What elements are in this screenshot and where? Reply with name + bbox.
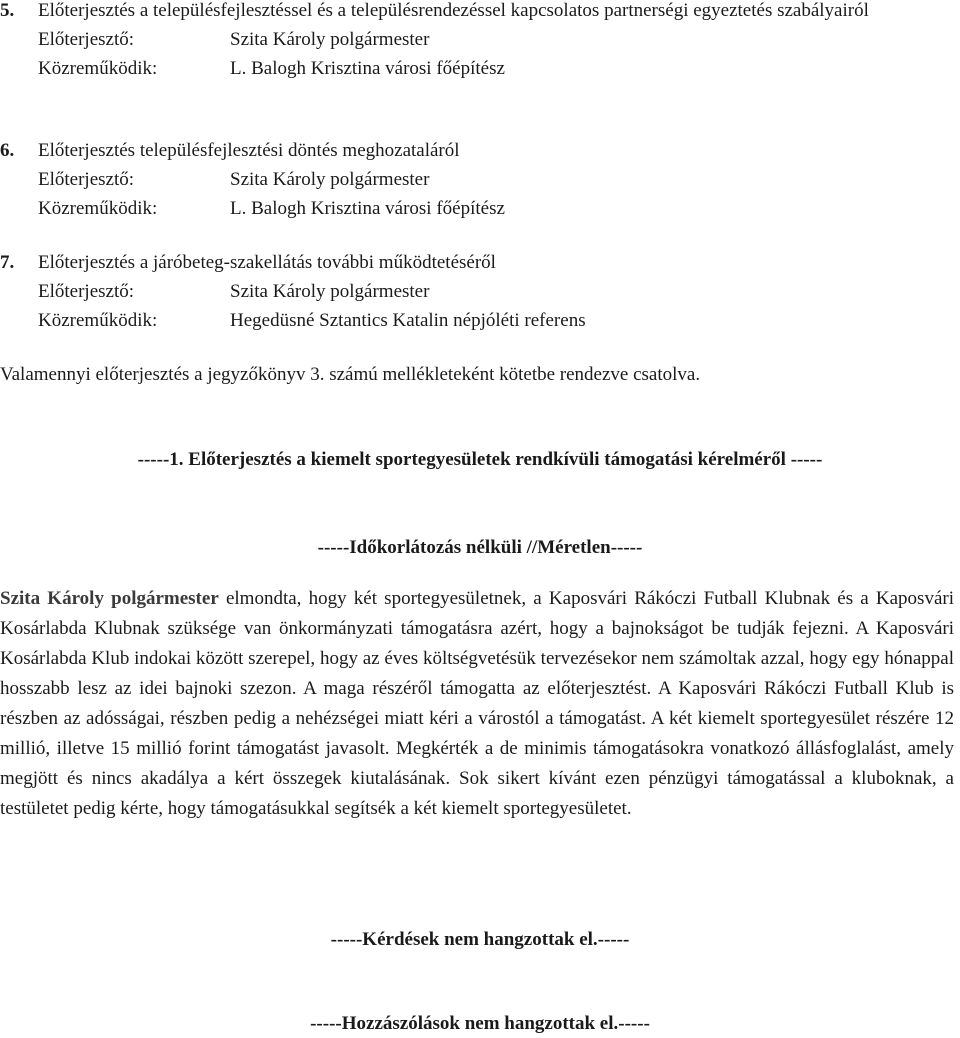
item-number: 5. <box>0 0 15 21</box>
agenda-item-heading <box>0 136 960 165</box>
minutes-paragraph <box>0 584 954 824</box>
presenter-value: Szita Károly polgármester <box>230 169 430 190</box>
contributor-row <box>0 194 960 223</box>
agenda-heading: -----1. Előterjesztés a kiemelt sportegyesületek rendkívüli támogatási kérelméről ----- <box>137 449 823 470</box>
presenter-row <box>0 165 960 194</box>
presenter-label: Előterjesztő: <box>38 29 135 50</box>
contributor-value: L. Balogh Krisztina városi főépítész <box>230 58 505 79</box>
agenda-item-7 <box>0 248 960 335</box>
questions-heading: -----Kérdések nem hangzottak el.----- <box>330 929 630 950</box>
agenda-item-5 <box>0 0 960 83</box>
time-limit-heading: -----Időkorlátozás nélküli //Méretlen----- <box>317 537 643 558</box>
contributor-row <box>0 54 960 83</box>
item-title: Előterjesztés településfejlesztési döntés meghozataláról <box>38 140 460 161</box>
presenter-label: Előterjesztő: <box>38 281 135 302</box>
attachment-note: Valamennyi előterjesztés a jegyzőkönyv 3. számú mellékleteként kötetbe rendezve csatolva. <box>0 364 701 385</box>
contributor-label: Közreműködik: <box>38 198 158 219</box>
contributor-label: Közreműködik: <box>38 58 158 79</box>
contributor-value: Hegedüsné Sztantics Katalin népjóléti referens <box>230 310 586 331</box>
presenter-label: Előterjesztő: <box>38 169 135 190</box>
item-number: 6. <box>0 140 15 161</box>
item-title: Előterjesztés a járóbeteg-szakellátás további működtetéséről <box>38 252 496 273</box>
presenter-value: Szita Károly polgármester <box>230 281 430 302</box>
presenter-row <box>0 277 960 306</box>
agenda-item-heading <box>0 248 960 277</box>
contributor-row <box>0 306 960 335</box>
comments-heading: -----Hozzászólások nem hangzottak el.----- <box>310 1013 650 1034</box>
contributor-value: L. Balogh Krisztina városi főépítész <box>230 198 505 219</box>
speech-text: elmondta, hogy két sportegyesületnek, a Kaposvári Rákóczi Futball Klubnak és a Kaposvári Kosárlabda Klubnak szüksége van önkormányzati támogatásra azért, hogy a bajnokságot be tudják fejezni. A Kaposvári Kosárlabda Klub indokai között szerepel, hogy az éves költségvetésük tervezésekor nem számoltak azzal, hogy egy hónappal hosszabb lesz az idei bajnoki szezon. A maga részéről támogatta az előterjesztést. A Kaposvári Rákóczi Futball Klub is részben az adósságai, részben pedig a nehézségei miatt kéri a várostól a támogatást. A két kiemelt sportegyesület részére 12 millió, illetve 15 millió forint támogatást javasolt. Megkérték a de minimis támogatásokra vonatkozó állásfoglalást, amely megjött és nincs akadálya a kért összegek kiutalásának. Sok sikert kívánt ezen pénzügyi támogatással a kluboknak, a testületet pedig kérte, hogy támogatásukkal segítsék a két kiemelt sportegyesületet. <box>0 588 954 819</box>
item-number: 7. <box>0 252 15 273</box>
presenter-value: Szita Károly polgármester <box>230 29 430 50</box>
presenter-row <box>0 25 960 54</box>
agenda-item-heading <box>0 0 960 25</box>
speaker-name: Szita Károly polgármester <box>0 588 219 609</box>
item-title: Előterjesztés a településfejlesztéssel és a településrendezéssel kapcsolatos partnerségi egyeztetés szabályairól <box>38 0 869 21</box>
agenda-item-6 <box>0 136 960 223</box>
contributor-label: Közreműködik: <box>38 310 158 331</box>
